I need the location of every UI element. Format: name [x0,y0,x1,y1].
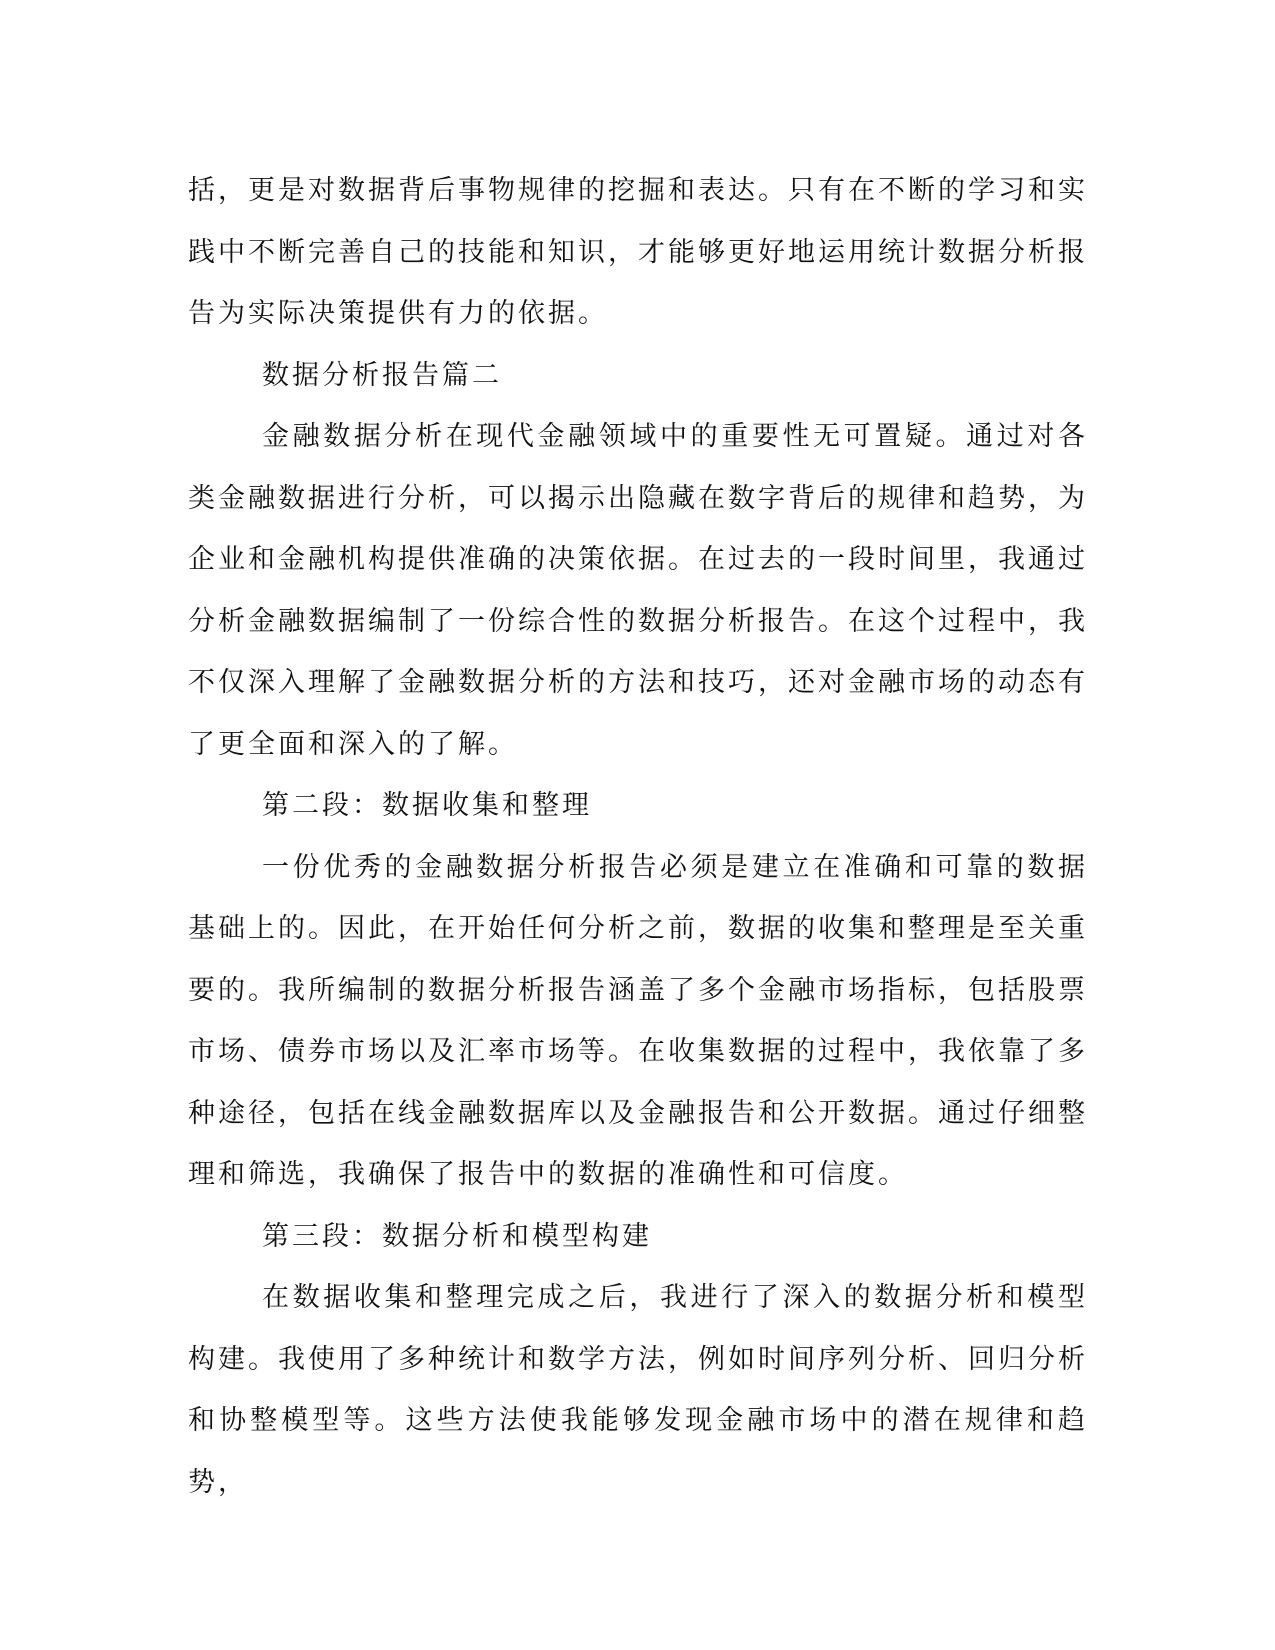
paragraph-continuation: 括，更是对数据背后事物规律的挖掘和表达。只有在不断的学习和实践中不断完善自己的技能和知识，才能够更好地运用统计数据分析报告为实际决策提供有力的依据。 [188,175,1088,329]
section-heading-part-three: 第三段：数据分析和模型构建 [262,1220,652,1252]
paragraph-data-analysis: 在数据收集和整理完成之后，我进行了深入的数据分析和模型构建。我使用了多种统计和数学方法，例如时间序列分析、回归分析和协整模型等。这些方法使我能够发现金融市场中的潜在规律和趋势， [188,1282,1088,1498]
section-heading: 数据分析报告篇二 [262,359,502,391]
document-body [188,160,1088,1513]
paragraph-intro: 金融数据分析在现代金融领域中的重要性无可置疑。通过对各类金融数据进行分析，可以揭示出隐藏在数字背后的规律和趋势，为企业和金融机构提供准确的决策依据。在过去的一段时间里，我通过分析金融数据编制了一份综合性的数据分析报告。在这个过程中，我不仅深入理解了金融数据分析的方法和技巧，还对金融市场的动态有了更全面和深入的了解。 [188,421,1088,760]
paragraph-data-collection: 一份优秀的金融数据分析报告必须是建立在准确和可靠的数据基础上的。因此，在开始任何分析之前，数据的收集和整理是至关重要的。我所编制的数据分析报告涵盖了多个金融市场指标，包括股票市场、债券市场以及汇率市场等。在收集数据的过程中，我依靠了多种途径，包括在线金融数据库以及金融报告和公开数据。通过仔细整理和筛选，我确保了报告中的数据的准确性和可信度。 [188,851,1088,1190]
section-heading-part-two: 第二段：数据收集和整理 [262,790,592,821]
